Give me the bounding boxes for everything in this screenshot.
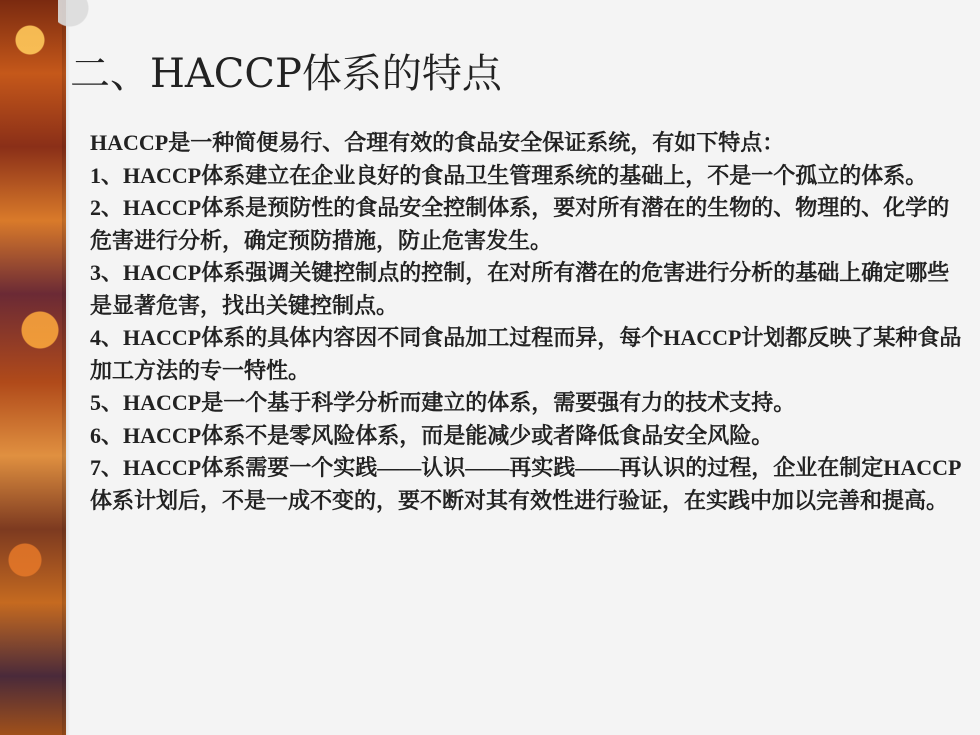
feature-item-5: 5、HACCP是一个基于科学分析而建立的体系，需要强有力的技术支持。 <box>90 390 796 415</box>
intro-line: HACCP是一种简便易行、合理有效的食品安全保证系统，有如下特点： <box>90 130 785 155</box>
decorative-gear-strip <box>0 0 66 735</box>
slide-body <box>90 127 970 517</box>
feature-item-4: 4、HACCP体系的具体内容因不同食品加工过程而异，每个HACCP计划都反映了某种食品加工方法的专一特性。 <box>90 325 962 383</box>
slide-title: 二、HACCP体系的特点 <box>70 51 502 97</box>
feature-item-3: 3、HACCP体系强调关键控制点的控制，在对所有潜在的危害进行分析的基础上确定哪些是显著危害，找出关键控制点。 <box>90 260 950 318</box>
feature-item-1: 1、HACCP体系建立在企业良好的食品卫生管理系统的基础上，不是一个孤立的体系。 <box>90 162 928 188</box>
decorative-gear-icon <box>58 0 118 44</box>
feature-item-7: 7、HACCP体系需要一个实践——认识——再实践——再认识的过程，企业在制定HACCP体系计划后，不是一成不变的，要不断对其有效性进行验证，在实践中加以完善和提高。 <box>90 455 962 513</box>
feature-item-6: 6、HACCP体系不是零风险体系，而是能减少或者降低食品安全风险。 <box>90 422 774 448</box>
feature-item-2: 2、HACCP体系是预防性的食品安全控制体系，要对所有潜在的生物的、物理的、化学的危害进行分析，确定预防措施，防止危害发生。 <box>90 195 950 253</box>
